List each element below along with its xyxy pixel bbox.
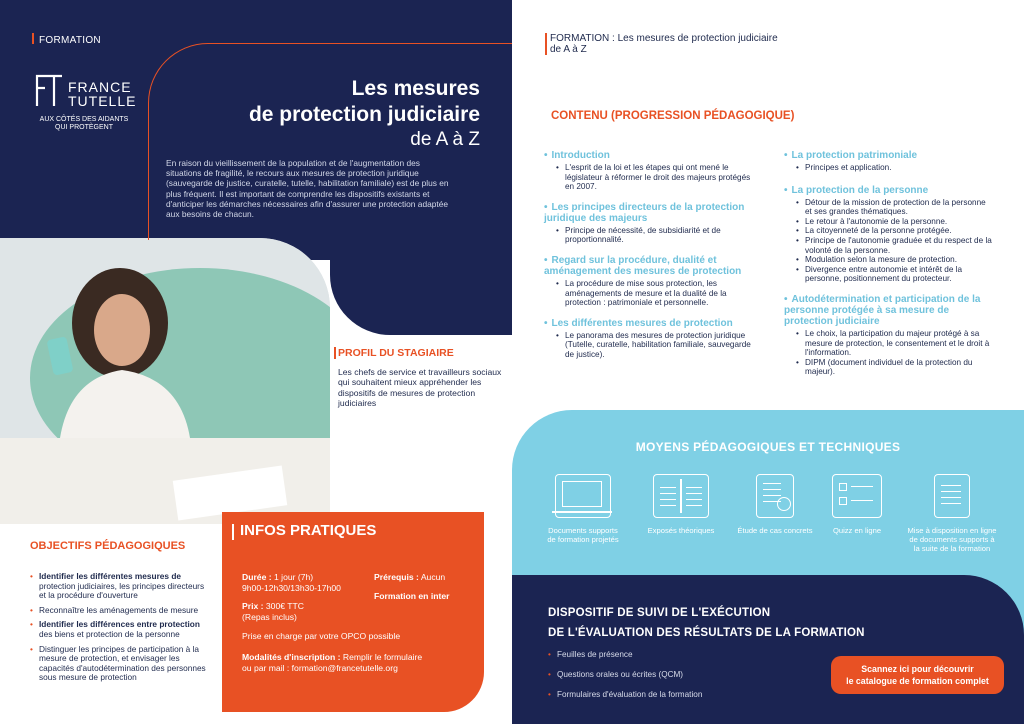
contenu-section: • Regard sur la procédure, dualité et aménagement des mesures de protection • La procédure de mise sous protection, les aménagements de mesure et la dualité de la protection : patrimoniale et personnelle. [544,255,759,308]
infos-pratiques-panel [222,512,484,712]
objectif-item: • Distinguer les principes de participation à la mesure de protection, et envisager les capacités d'autodétermination des personnes sous mesure de protection [30,645,210,683]
right-tag-title: FORMATION : Les mesures de protection judiciaire [550,33,778,44]
title-line1: Les mesures [351,77,480,100]
objectif-item: • Reconnaître les aménagements de mesure [30,606,210,616]
contenu-section: • Autodétermination et participation de la personne protégée à sa mesure de protection judiciaire • Le choix, la participation du majeur protégé à sa mesure de protection, le consentement et le droit à l'information. • DIPM (document individuel de la protection du majeur). [784,294,994,377]
title-line3: de A à Z [410,129,480,150]
contenu-section: • La protection patrimoniale • Principes et application. [784,150,994,173]
profil-text: Les chefs de service et travailleurs sociaux qui souhaitent mieux appréhender les dispositifs de mesures de protection judiciaires [338,367,502,409]
catalogue-cta-button[interactable]: Scannez ici pour découvrir le catalogue de formation complet [831,656,1004,694]
moyen-documents: Documents supports de formation projetés [543,474,623,544]
suivi-title: DISPOSITIF DE SUIVI DE L'EXÉCUTION DE L'ÉVALUATION DES RÉSULTATS DE LA FORMATION [548,607,865,639]
contenu-section: • Les différentes mesures de protection • Le panorama des mesures de protection juridique (Tutelle, curatelle, habilitation familiale, sauvegarde de justice). [544,318,759,360]
documents-icon [934,474,970,518]
contenu-section: • Les principes directeurs de la protection juridique des majeurs • Principe de nécessité, de subsidiarité et de proportionnalité. [544,202,759,245]
right-tag-sub: de A à Z [550,44,587,55]
moyen-quizz: Quizz en ligne [817,474,897,535]
moyen-mise-disposition: Mise à disposition en ligne de documents supports à la suite de la formation [906,474,998,553]
logo-tagline2: QUI PROTÈGENT [55,124,113,131]
logo-tagline1: AUX CÔTÉS DES AIDANTS [39,116,129,123]
prerequis: Prérequis : Aucun [374,572,446,582]
objectif-item: • Identifier les différentes mesures de protection judiciaires, les principes directeurs et la procédure d'ouverture [30,572,210,601]
student-photo [0,238,330,524]
infos-title: INFOS PRATIQUES [240,522,377,539]
case-study-icon [756,474,794,518]
section-tag: FORMATION [32,33,101,46]
contenu-col1 [544,150,759,360]
prix: Prix : 300€ TTC [242,601,304,611]
suivi-item: • Formulaires d'évaluation de la formation [548,690,702,699]
navy-curve [330,240,512,335]
quiz-screen-icon [832,474,882,518]
moyens-title: MOYENS PÉDAGOGIQUES ET TECHNIQUES [635,440,901,454]
suivi-item: • Feuilles de présence [548,650,702,659]
opco: Prise en charge par votre OPCO possible [242,631,401,641]
laptop-icon [555,474,611,518]
contenu-section: • Introduction • L'esprit de la loi et les étapes qui ont mené le législateur à réformer le droit des majeurs protégés en 2007. [544,150,759,192]
page-title [180,76,480,152]
mail[interactable]: ou par mail : formation@francetutelle.org [242,663,398,673]
title-line2: de protection judiciaire [248,103,480,126]
intro-paragraph: En raison du vieillissement de la population et de l'augmentation des situations de fragilité, le recours aux mesures de protection juridique (sauvegarde de justice, curatelle, tutelle, habilitation familiale) est de plus en plus fréquent. Il est important de comprendre les dispositifs existants et d'anticiper les démarches nécessaires afin d'assurer une protection adaptée aux besoins de chacun. [166,158,449,220]
repas: (Repas inclus) [242,612,297,622]
objectifs-title: OBJECTIFS PÉDAGOGIQUES [30,540,186,552]
objectifs-list [30,572,210,688]
moyen-exposes: Exposés théoriques [641,474,721,535]
right-section-tag [550,33,778,55]
open-book-icon [653,474,709,518]
modalites: Modalités d'inscription : Remplir le formulaire [242,652,423,662]
contenu-title: CONTENU (PROGRESSION PÉDAGOGIQUE) [551,110,795,122]
suivi-list [548,650,702,710]
ft-monogram-icon [34,72,64,108]
contenu-section: • La protection de la personne • Détour de la mission de protection de la personne et ses grandes thématiques. • Le retour à l'autonomie de la personne. • La citoyenneté de la personne protégée. • Principe de l'autonomie graduée et du respect de la volonté de la personne. • Modulation selon la mesure de protection. • Divergence entre autonomie et intérêt de la personne, positionnement du protecteur. [784,185,994,284]
profil-title: PROFIL DU STAGIAIRE [338,347,454,359]
infos-accent [232,524,234,540]
moyen-etude-cas: Étude de cas concrets [735,474,815,535]
logo-line2: TUTELLE [68,93,137,109]
profil-accent [334,347,336,359]
duree: Durée : 1 jour (7h) [242,572,314,582]
horaires: 9h00-12h30/13h30-17h00 [242,583,341,593]
right-tag-accent [545,33,547,55]
contenu-col2 [784,150,994,377]
suivi-item: • Questions orales ou écrites (QCM) [548,670,702,679]
objectif-item: • Identifier les différences entre protection des biens et protection de la personne [30,620,210,639]
logo-line1: FRANCE [68,79,132,95]
formation-type: Formation en inter [374,591,450,601]
